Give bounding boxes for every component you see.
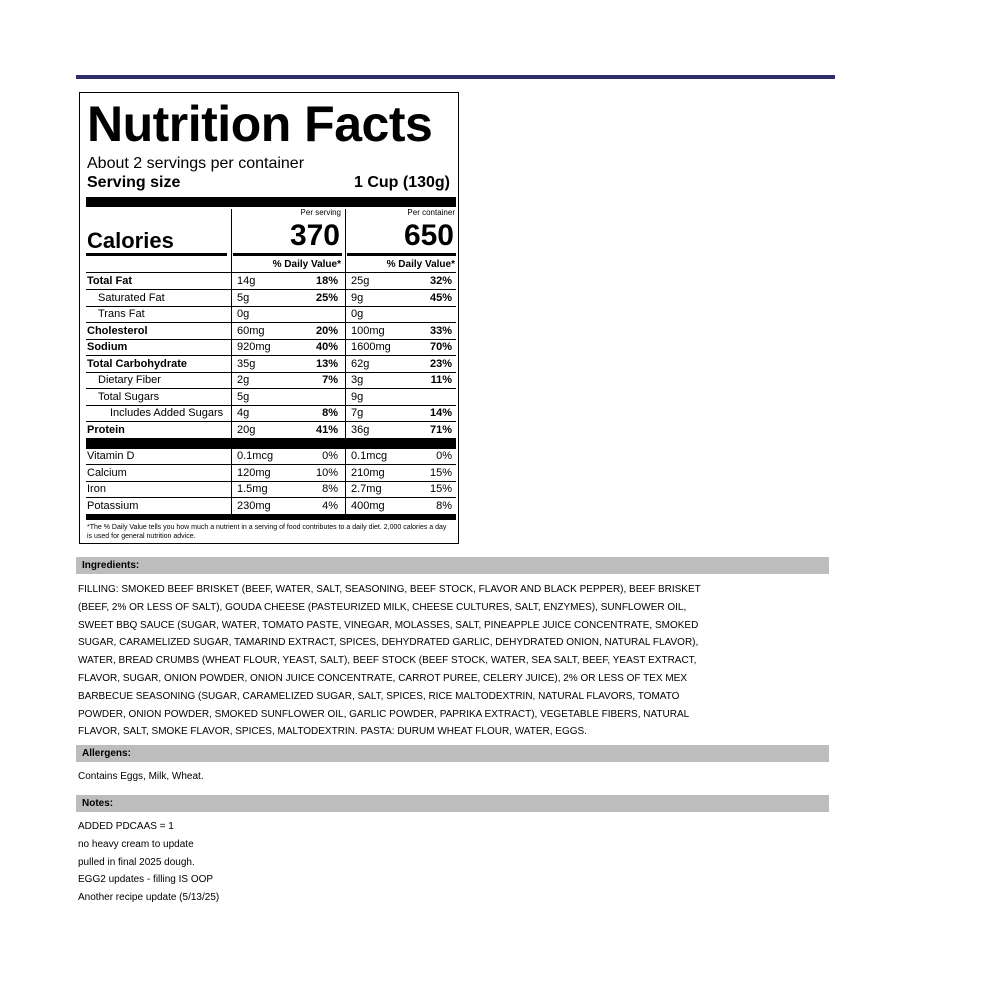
container-daily-value: 23%: [429, 357, 452, 370]
nutrition-facts-label: [79, 92, 459, 544]
serving-daily-value: 0%: [322, 450, 338, 462]
container-amount: 36g: [351, 423, 370, 436]
ingredients-heading: Ingredients:: [76, 557, 829, 574]
nutrient-name: Vitamin D: [87, 450, 135, 462]
per-container-label: Per container: [407, 208, 455, 217]
nutrient-name: Includes Added Sugars: [110, 407, 224, 419]
notes-text: [78, 818, 758, 907]
container-amount: 0g: [351, 308, 364, 320]
vitamin-row: [86, 466, 456, 482]
container-amount: 62g: [351, 357, 370, 370]
nutrient-row: [86, 340, 456, 356]
container-amount: 100mg: [351, 324, 385, 337]
serving-daily-value: 18%: [315, 275, 338, 287]
dv-header-serving: % Daily Value*: [272, 259, 341, 270]
serving-amount: 2g: [237, 374, 250, 386]
container-amount: 1600mg: [351, 341, 391, 353]
thick-rule-vitamins: [86, 439, 456, 449]
container-daily-value: 70%: [429, 341, 452, 353]
nutrient-row: [86, 423, 456, 439]
container-amount: 400mg: [351, 499, 385, 512]
calories-rule-name: [86, 253, 227, 256]
serving-daily-value: 25%: [315, 291, 338, 304]
ingredients-line: SUGAR, CARAMELIZED SUGAR, TAMARIND EXTRACT, SPICES, DEHYDRATED GARLIC, DEHYDRATED ONION, NATURAL FLAVOR),: [78, 637, 699, 649]
notes-line: EGG2 updates - filling IS OOP: [78, 874, 214, 886]
nutrient-name: Saturated Fat: [98, 291, 165, 304]
serving-amount: 920mg: [237, 341, 271, 353]
footnote-rule: [86, 515, 456, 520]
dv-header-container: % Daily Value*: [386, 259, 455, 270]
nutrient-name: Total Fat: [87, 275, 133, 287]
container-daily-value: 45%: [429, 291, 452, 304]
ingredients-line: WATER, BREAD CRUMBS (WHEAT FLOUR, YEAST, SALT), BEEF STOCK (BEEF STOCK, WATER, SEA SALT, BEEF, YEAST EXTRACT,: [78, 655, 697, 667]
allergens-heading: Allergens:: [76, 745, 829, 762]
container-amount: 2.7mg: [351, 483, 382, 495]
container-daily-value: 0%: [436, 450, 452, 462]
serving-daily-value: 13%: [315, 357, 338, 370]
container-amount: 25g: [351, 275, 370, 287]
nutrient-name: Sodium: [87, 341, 128, 353]
calories-per-serving: 370: [289, 219, 340, 252]
serving-daily-value: 10%: [315, 466, 338, 479]
container-daily-value: 14%: [429, 407, 452, 419]
dv-header-rule: [86, 272, 456, 273]
serving-amount: 1.5mg: [237, 483, 268, 495]
nutrient-name: Protein: [87, 423, 125, 436]
nutrient-name: Iron: [87, 483, 106, 495]
ingredients-line: FLAVOR, SALT, SMOKE FLAVOR, SPICES, MALTODEXTRIN. PASTA: DURUM WHEAT FLOUR, WATER, EGGS.: [78, 726, 587, 738]
container-daily-value: 15%: [429, 466, 452, 479]
serving-amount: 230mg: [237, 499, 271, 512]
nutrient-row: [86, 307, 456, 323]
serving-daily-value: 7%: [322, 374, 338, 386]
notes-line: no heavy cream to update: [78, 838, 194, 850]
serving-size-row: [87, 174, 450, 192]
ingredients-line: POWDER, ONION POWDER, SMOKED SUNFLOWER OIL, GARLIC POWDER, PAPRIKA EXTRACT), VEGETABLE FIBERS, NATURAL: [78, 708, 690, 720]
per-serving-label: Per serving: [300, 208, 341, 217]
container-daily-value: 11%: [430, 374, 452, 386]
nutrient-name: Total Sugars: [98, 390, 160, 403]
nutrient-name: Dietary Fiber: [98, 374, 161, 386]
serving-daily-value: 4%: [322, 499, 338, 512]
serving-amount: 5g: [237, 291, 250, 304]
vitamin-row: [86, 449, 456, 465]
serving-amount: 14g: [237, 275, 256, 287]
nutrient-name: Total Carbohydrate: [87, 357, 188, 370]
nutrient-name: Cholesterol: [87, 324, 148, 337]
serving-daily-value: 41%: [315, 423, 338, 436]
nutrient-row: [86, 274, 456, 290]
ingredients-line: FLAVOR, SUGAR, ONION POWDER, ONION JUICE CONCENTRATE, CARROT PUREE, CELERY JUICE), 2% OR LESS OF TEX MEX: [78, 672, 687, 684]
servings-per-container: About 2 servings per container: [87, 155, 305, 172]
serving-daily-value: 20%: [315, 324, 338, 337]
vitamin-row: [86, 482, 456, 498]
calories-per-container: 650: [403, 219, 454, 252]
nutrient-name: Potassium: [87, 499, 139, 512]
notes-heading: Notes:: [76, 795, 829, 812]
top-divider-bar: [76, 75, 835, 79]
ingredients-line: BARBECUE SEASONING (SUGAR, CARAMELIZED SUGAR, SALT, SPICES, RICE MALTODEXTRIN, NATURAL FLAVORS, TOMATO: [78, 690, 680, 702]
container-amount: 9g: [351, 390, 364, 403]
ingredients-text: [78, 581, 758, 741]
nutrient-row: [86, 291, 456, 307]
serving-amount: 20g: [237, 423, 256, 436]
ingredients-line: SWEET BBQ SAUCE (SUGAR, WATER, TOMATO PASTE, VINEGAR, MOLASSES, SALT, PINEAPPLE JUICE CONCENTRATE, SMOKED: [78, 619, 699, 631]
ingredients-line: FILLING: SMOKED BEEF BRISKET (BEEF, WATER, SALT, SEASONING, BEEF STOCK, FLAVOR AND BLACK PEPPER), BEEF BRISKET: [78, 584, 701, 595]
nutrient-row: [86, 357, 456, 373]
serving-daily-value: 8%: [322, 407, 338, 419]
notes-line: Another recipe update (5/13/25): [78, 892, 220, 904]
container-daily-value: 15%: [429, 483, 452, 495]
serving-amount: 60mg: [237, 324, 265, 337]
ingredients-line: (BEEF, 2% OR LESS OF SALT), GOUDA CHEESE (PASTEURIZED MILK, CHEESE CULTURES, SALT, ENZYMES), SUNFLOWER OIL,: [78, 601, 687, 613]
container-daily-value: 71%: [429, 423, 452, 436]
serving-amount: 5g: [237, 390, 250, 403]
container-amount: 3g: [351, 374, 364, 386]
container-daily-value: 8%: [436, 499, 452, 512]
daily-value-footnote: *The % Daily Value tells you how much a nutrient in a serving of food contributes to a daily diet. 2,000 calories a day is used for general nutrition advice.: [87, 524, 447, 540]
container-daily-value: 33%: [429, 324, 452, 337]
nutrient-row: [86, 324, 456, 340]
notes-line: pulled in final 2025 dough.: [78, 856, 195, 868]
allergens-text: Contains Eggs, Milk, Wheat.: [78, 771, 204, 782]
serving-size-value: 1 Cup (130g): [353, 174, 450, 191]
serving-amount: 0.1mcg: [237, 450, 274, 462]
serving-daily-value: 8%: [322, 483, 338, 495]
notes-line: ADDED PDCAAS = 1: [78, 821, 174, 832]
serving-amount: 120mg: [237, 466, 271, 479]
serving-amount: 4g: [237, 407, 250, 419]
serving-size-label: Serving size: [87, 174, 181, 191]
serving-amount: 35g: [237, 357, 256, 370]
nutrient-name: Trans Fat: [98, 308, 145, 320]
container-amount: 7g: [351, 407, 364, 419]
container-amount: 210mg: [351, 466, 385, 479]
container-amount: 9g: [351, 291, 364, 304]
label-title: Nutrition Facts: [87, 96, 433, 152]
nutrient-name: Calcium: [87, 466, 127, 479]
serving-daily-value: 40%: [315, 341, 338, 353]
serving-amount: 0g: [237, 308, 250, 320]
thick-rule: [86, 197, 456, 207]
nutrient-row: [86, 406, 456, 422]
nutrient-row: [86, 390, 456, 406]
nutrient-row: [86, 373, 456, 389]
calories-rule-serving: [233, 253, 342, 256]
container-amount: 0.1mcg: [351, 450, 388, 462]
container-daily-value: 32%: [429, 275, 452, 287]
calories-label: Calories: [87, 228, 174, 253]
vitamin-row: [86, 499, 456, 515]
calories-rule-container: [347, 253, 456, 256]
